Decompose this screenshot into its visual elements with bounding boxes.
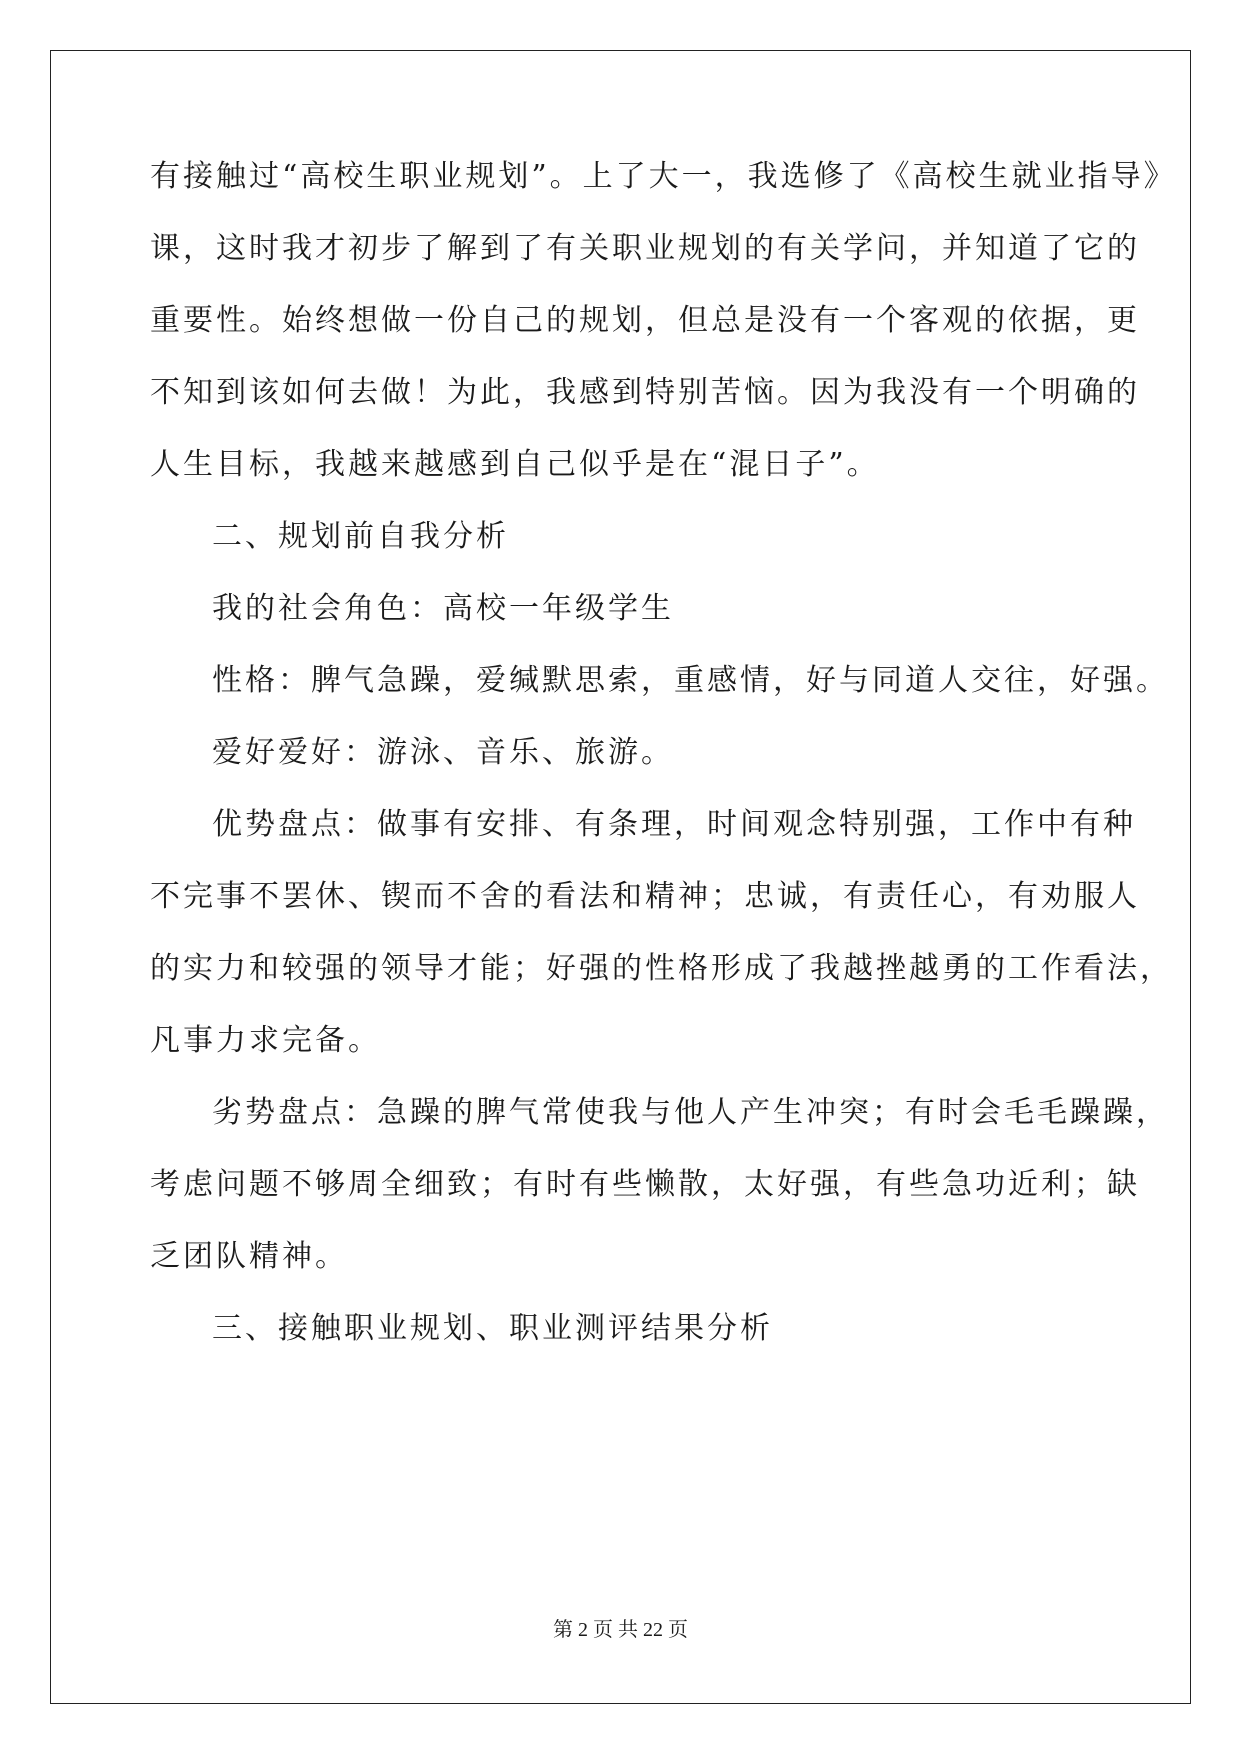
text-line: 我的社会角色：高校一年级学生 [212, 591, 674, 626]
text-line: 人生目标，我越来越感到自己似乎是在“混日子”。 [150, 447, 880, 482]
text-line: 有接触过“高校生职业规划”。上了大一，我选修了《高校生就业指导》 [150, 159, 1177, 194]
text-line: 乏团队精神。 [150, 1239, 348, 1274]
text-line: 性格：脾气急躁，爱缄默思索，重感情，好与同道人交往，好强。 [212, 663, 1169, 698]
text-line: 优势盘点：做事有安排、有条理，时间观念特别强，工作中有种 [212, 807, 1136, 842]
text-line: 课，这时我才初步了解到了有关职业规划的有关学问，并知道了它的 [150, 231, 1140, 266]
text-line: 不完事不罢休、锲而不舍的看法和精神；忠诚，有责任心，有劝服人 [150, 879, 1140, 914]
text-line: 凡事力求完备。 [150, 1023, 381, 1058]
text-line: 劣势盘点：急躁的脾气常使我与他人产生冲突；有时会毛毛躁躁， [212, 1095, 1169, 1130]
text-line: 考虑问题不够周全细致；有时有些懒散，太好强，有些急功近利；缺 [150, 1167, 1140, 1202]
section-heading: 三、接触职业规划、职业测评结果分析 [212, 1311, 773, 1346]
text-line: 爱好爱好：游泳、音乐、旅游。 [212, 735, 674, 770]
text-line: 不知到该如何去做！为此，我感到特别苦恼。因为我没有一个明确的 [150, 375, 1140, 410]
section-heading: 二、规划前自我分析 [212, 519, 509, 554]
page-footer: 第 2 页 共 22 页 [553, 1619, 688, 1641]
text-line: 重要性。始终想做一份自己的规划，但总是没有一个客观的依据，更 [150, 303, 1140, 338]
text-line: 的实力和较强的领导才能；好强的性格形成了我越挫越勇的工作看法， [150, 951, 1173, 986]
